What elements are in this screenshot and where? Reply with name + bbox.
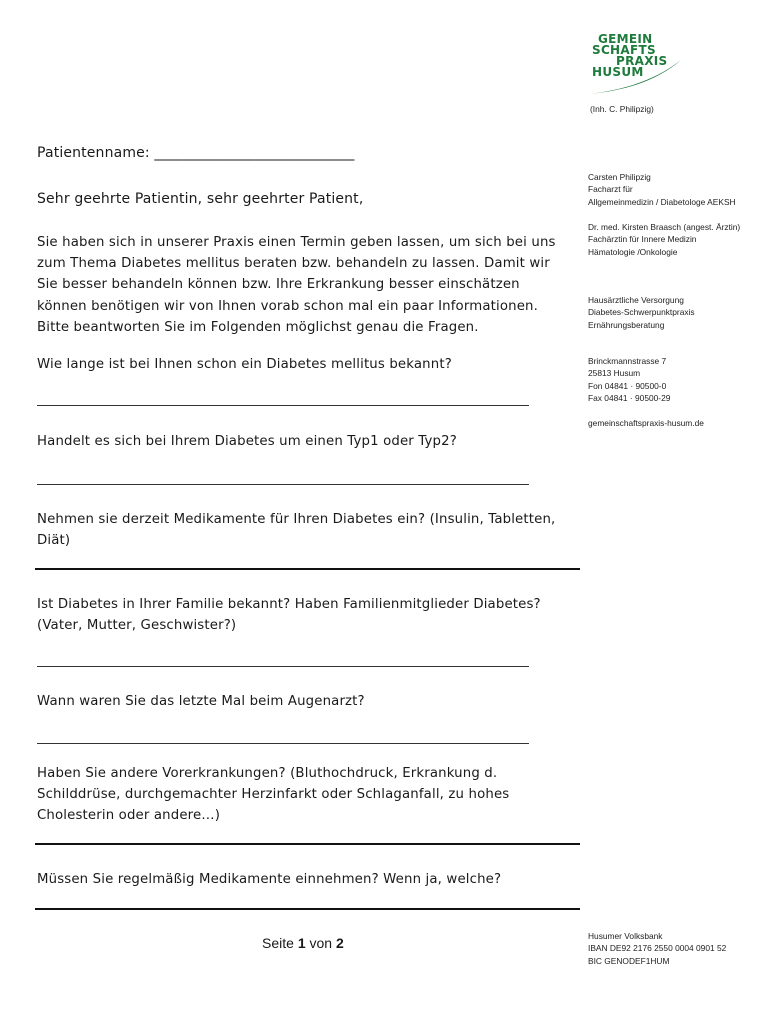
sidebar-line: Husumer Volksbank <box>588 931 663 941</box>
sidebar-line: Brinckmannstrasse 7 <box>588 356 667 366</box>
page-number <box>262 935 344 951</box>
question-text: Handelt es sich bei Ihrem Diabetes um einen Typ1 oder Typ2? <box>37 434 457 449</box>
practice-logo <box>588 34 684 96</box>
question-text: Müssen Sie regelmäßig Medikamente einnehmen? Wenn ja, welche? <box>37 872 502 887</box>
question-text: Diät) <box>37 533 71 549</box>
question-text: (Vater, Mutter, Geschwister?) <box>37 618 237 634</box>
question-3 <box>37 509 555 551</box>
salutation: Sehr geehrte Patientin, sehr geehrter Patient, <box>37 191 364 207</box>
answer-line-6[interactable] <box>35 843 580 845</box>
question-1 <box>37 354 452 375</box>
sidebar-line: Fon 04841 · 90500-0 <box>588 380 667 391</box>
question-5 <box>37 691 365 712</box>
answer-line-5[interactable] <box>37 743 529 744</box>
intro-line: Sie haben sich in unserer Praxis einen Termin geben lassen, um sich bei uns <box>37 235 556 250</box>
logo-line-4: HUSUM <box>592 65 644 79</box>
sidebar-address <box>588 355 670 404</box>
answer-line-7[interactable] <box>35 908 580 910</box>
intro-line: zum Thema Diabetes mellitus beraten bzw. behandeln zu lassen. Damit wir <box>37 256 550 272</box>
patient-name-label: Patientenname: ____________________________ <box>37 145 355 161</box>
page-word: Seite <box>262 935 294 951</box>
page-total: 2 <box>335 935 344 951</box>
sidebar-line: Fax 04841 · 90500-29 <box>588 392 671 403</box>
sidebar-line: Carsten Philipzig <box>588 172 651 182</box>
intro-line: können benötigen wir von Ihnen vorab schon mal ein paar Informationen. <box>37 298 538 314</box>
question-6 <box>37 763 509 827</box>
question-text: Schilddrüse, durchgemachter Herzinfarkt oder Schlaganfall, zu hohes <box>37 787 510 803</box>
question-text: Wann waren Sie das letzte Mal beim Augenarzt? <box>37 694 365 709</box>
sidebar-doctor-2 <box>588 221 740 258</box>
sidebar-line: IBAN DE92 2176 2550 0004 0901 52 <box>588 943 727 954</box>
answer-line-1[interactable] <box>37 405 529 406</box>
question-text: Cholesterin oder andere…) <box>37 808 221 824</box>
sidebar-line: Hämatologie /Onkologie <box>588 246 678 257</box>
logo-line-3: PRAXIS <box>616 54 668 68</box>
page-of: von <box>309 935 333 951</box>
sidebar-line: Ernährungsberatung <box>588 319 665 330</box>
sidebar-line: Allgemeinmedizin / Diabetologe AEKSH <box>588 196 736 207</box>
intro-paragraph <box>37 232 556 338</box>
answer-line-3[interactable] <box>35 568 580 570</box>
question-text: Wie lange ist bei Ihnen schon ein Diabetes mellitus bekannt? <box>37 357 452 372</box>
question-4 <box>37 594 541 636</box>
question-7 <box>37 869 501 890</box>
sidebar-doctor-1 <box>588 171 736 208</box>
logo-swoosh-icon <box>588 54 684 96</box>
sidebar-line: Dr. med. Kirsten Braasch (angest. Ärztin) <box>588 222 741 232</box>
answer-line-2[interactable] <box>37 484 529 485</box>
intro-line: Bitte beantworten Sie im Folgenden möglichst genau die Fragen. <box>37 319 479 335</box>
answer-line-4[interactable] <box>37 666 529 667</box>
question-text: Nehmen sie derzeit Medikamente für Ihren Diabetes ein? (Insulin, Tabletten, <box>37 512 556 527</box>
question-2 <box>37 431 457 452</box>
question-text: Haben Sie andere Vorerkrankungen? (Bluthochdruck, Erkrankung d. <box>37 766 498 781</box>
sidebar-bank <box>588 930 726 967</box>
sidebar-line: Fachärztin für Innere Medizin <box>588 234 697 245</box>
page-current: 1 <box>297 935 306 951</box>
logo-line-2: SCHAFTS <box>592 43 656 57</box>
sidebar-line: Diabetes-Schwerpunktpraxis <box>588 307 695 318</box>
sidebar-line: BIC GENODEF1HUM <box>588 955 670 966</box>
sidebar-line: 25813 Husum <box>588 368 641 379</box>
logo-line-1: GEMEIN <box>598 32 653 46</box>
sidebar-line: Hausärztliche Versorgung <box>588 295 684 305</box>
sidebar-website[interactable]: gemeinschaftspraxis-husum.de <box>588 418 704 428</box>
sidebar-line: Facharzt für <box>588 184 633 195</box>
intro-line: Sie besser behandeln können bzw. Ihre Erkrankung besser einschätzen <box>37 277 520 293</box>
owner-note: (Inh. C. Philipzig) <box>590 104 654 114</box>
question-text: Ist Diabetes in Ihrer Familie bekannt? Haben Familienmitglieder Diabetes? <box>37 597 541 612</box>
sidebar-services <box>588 294 695 331</box>
